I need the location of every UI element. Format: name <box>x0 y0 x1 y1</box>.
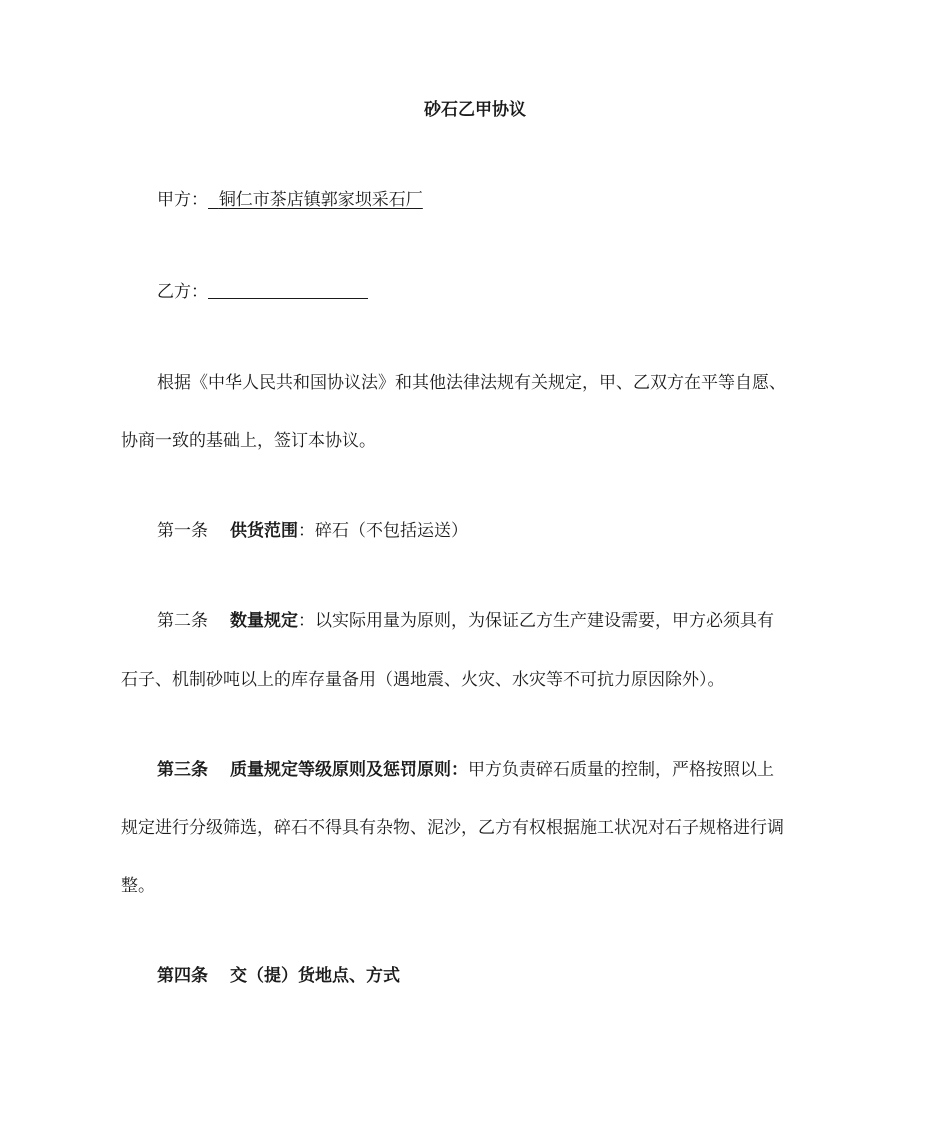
article-3-number: 第三条 <box>157 760 208 780</box>
party-b-line <box>157 280 368 304</box>
article-1-number: 第一条 <box>157 521 208 541</box>
intro-line-2: 协商一致的基础上，签订本协议。 <box>121 431 376 451</box>
party-b-blank <box>208 280 368 299</box>
article-2-line-2: 石子、机制砂吨以上的库存量备用（遇地震、火灾、水灾等不可抗力原因除外）。 <box>121 670 725 690</box>
article-3-line-2: 规定进行分级筛选，碎石不得具有杂物、泥沙，乙方有权根据施工状况对石子规格进行调 <box>121 818 784 838</box>
article-2-line-1 <box>157 609 774 633</box>
article-3-line-3: 整。 <box>121 876 155 896</box>
article-1 <box>157 519 468 543</box>
party-a-line <box>157 188 423 212</box>
article-1-heading: 供货范围 <box>230 521 298 541</box>
article-4-heading: 交（提）货地点、方式 <box>230 966 400 986</box>
article-4 <box>157 964 400 988</box>
article-1-text: ：碎石（不包括运送） <box>298 521 468 541</box>
party-b-label: 乙方： <box>157 282 208 302</box>
intro-line-1: 根据《中华人民共和国协议法》和其他法律法规有关规定，甲、乙双方在平等自愿、 <box>157 373 786 393</box>
document-title: 砂石乙甲协议 <box>424 100 526 120</box>
article-2-heading: 数量规定 <box>230 611 298 631</box>
article-2-text-1: ：以实际用量为原则，为保证乙方生产建设需要，甲方必须具有 <box>298 611 774 631</box>
article-3-line-1 <box>157 758 774 782</box>
article-2-number: 第二条 <box>157 611 208 631</box>
party-a-value: 铜仁市茶店镇郭家坝采石厂 <box>218 190 423 210</box>
article-3-heading: 质量规定等级原则及惩罚原则： <box>230 760 468 780</box>
article-4-number: 第四条 <box>157 966 208 986</box>
party-a-label: 甲方： <box>157 190 208 210</box>
article-3-text-1: 甲方负责碎石质量的控制，严格按照以上 <box>468 760 774 780</box>
